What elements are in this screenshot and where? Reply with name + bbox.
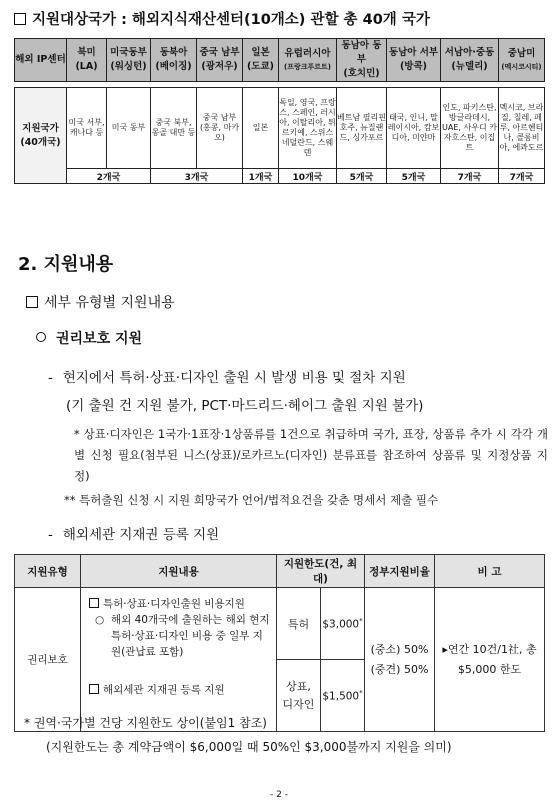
circle-bullet-icon [36,332,46,342]
sub-heading-row [26,292,175,312]
dash-bullet: - [48,370,53,386]
col-header: 지원한도(건, 최대) [277,555,365,588]
support-content [81,588,277,732]
gov-support-ratio: (중소) 50% (중견) 50% [365,588,435,732]
col-header: 비 고 [435,555,545,588]
col-header: 지원내용 [81,555,277,588]
country-list: 인도, 파키스탄, 방글라데시, UAE, 사우디 카자흐스탄, 이집트 [441,88,499,169]
sub-heading: 세부 유형별 지원내용 [44,295,175,311]
center-cell: 미국동부 (워싱턴) [107,39,151,82]
support-table-header [15,555,545,588]
circle-item-row [36,328,142,348]
center-cell: 중남미 (멕시코시티) [499,39,545,82]
limit-tm-label: 상표, 디자인 [277,660,321,732]
country-list: 태국, 인니, 말레이시아, 캄보디아, 미얀마 [387,88,441,169]
page-number: - 2 - [270,790,288,800]
content-line-2: ○ 해외 40개국에 출원하는 해외 현지 특허·상표·디자인 비용 중 일부 지원(관납료 포함) [95,614,270,658]
col-header: 지원유형 [15,555,81,588]
dash-text-2: 해외세관 지재권 등록 지원 [62,527,220,543]
ip-center-label: 해외 IP센터 [15,39,67,82]
checkbox-square-icon [89,684,99,694]
dash-item-1 [48,366,548,386]
country-list: 미국 동부 [107,88,151,169]
checkbox-square-icon [14,13,26,25]
center-cell: 중국 남부 (광저우) [197,39,243,82]
country-count: 2개국 [67,169,151,184]
content-line-3: 해외세관 지재권 등록 지원 [89,682,270,698]
circle-bullet-icon: ○ [95,614,105,626]
limit-tm-value: $1,500* [321,660,365,732]
circle-item: 권리보호 지원 [56,331,143,347]
country-count: 5개국 [387,169,441,184]
country-count-row [15,169,545,184]
country-list: 일본 [243,88,279,169]
center-cell: 일본 (도쿄) [243,39,279,82]
center-cell: 동남아 서부 (방콕) [387,39,441,82]
country-count: 7개국 [441,169,499,184]
remark: ▸연간 10건/1社, 총 $5,000 한도 [435,588,545,732]
section-title: 지원대상국가 : 해외지식재산센터(10개소) 관할 총 40개 국가 [32,12,430,28]
section-title-row [14,8,430,29]
dash-item-2 [48,523,219,543]
checkbox-square-icon [26,296,38,308]
note-1: * 상표·디자인은 1국가·1표장·1상품류를 1건으로 취급하며 국가, 표장, 상품류 추가 시 각각 개별 신청 필요(첨부된 니스(상표)/로카르노(디자인) 분류표를 참조하여 상품류 및 지정상품 지정) [74,427,548,483]
footnote-2: (지원한도는 총 계약금액이 $6,000일 때 50%인 $3,000불까지 지원을 의미) [46,740,452,754]
content-line-1: 특허·상표·디자인출원 비용지원 [89,596,270,612]
note-2: ** 특허출원 신청 시 지원 희망국가 언어/법적요건을 갖춘 명세서 제출 필수 [64,493,439,507]
centers-header-row [15,39,545,82]
center-cell: 유럽러시아 (프랑크푸르트) [279,39,337,82]
country-list: 베트남 필리핀 호주, 뉴질랜드, 싱가포르 [337,88,387,169]
center-cell: 동남아 동부 (호치민) [337,39,387,82]
support-table [14,554,545,732]
limit-patent-value: $3,000* [321,588,365,660]
limit-patent-label: 특허 [277,588,321,660]
dash-text-1: 현지에서 특허·상표·디자인 출원 시 발생 비용 및 절차 지원 [62,370,406,386]
col-header: 정부지원비율 [365,555,435,588]
country-count: 7개국 [499,169,545,184]
dash-bullet: - [48,527,53,543]
support-type: 권리보호 [15,588,81,732]
support-table-row [15,588,545,660]
footnote-1: * 권역·국가별 건당 지원한도 상이(붙임1 참조) [24,716,267,730]
country-list: 미국 서부, 캐나다 등 [67,88,107,169]
country-count: 10개국 [279,169,337,184]
checkbox-square-icon [89,598,99,608]
center-cell: 북미 (LA) [67,39,107,82]
country-list: 중국 북부, 몽골 대만 등 [151,88,197,169]
country-list: 멕시코, 브라질, 칠레, 페루, 아르헨티나, 콜롬비아, 에콰도르 [499,88,545,169]
country-count: 1개국 [243,169,279,184]
support-countries-row [15,88,545,169]
dash1-continuation: (기 출원 건 지원 불가, PCT·마드리드·헤이그 출원 지원 불가) [66,398,424,414]
country-list: 중국 남부 (홍콩, 마카오) [197,88,243,169]
centers-table [14,38,545,184]
country-count: 3개국 [151,169,243,184]
support-row-label: 지원국가 (40개국) [15,88,67,184]
country-count: 5개국 [337,169,387,184]
center-cell: 동북아 (베이징) [151,39,197,82]
heading-2: 2. 지원내용 [18,254,114,275]
center-cell: 서남아·중동 (뉴델리) [441,39,499,82]
country-list: 독일, 영국, 프랑스, 스페인, 러시아, 이탈리아, 튀르키예, 스위스 네덜란드, 스웨덴 [279,88,337,169]
